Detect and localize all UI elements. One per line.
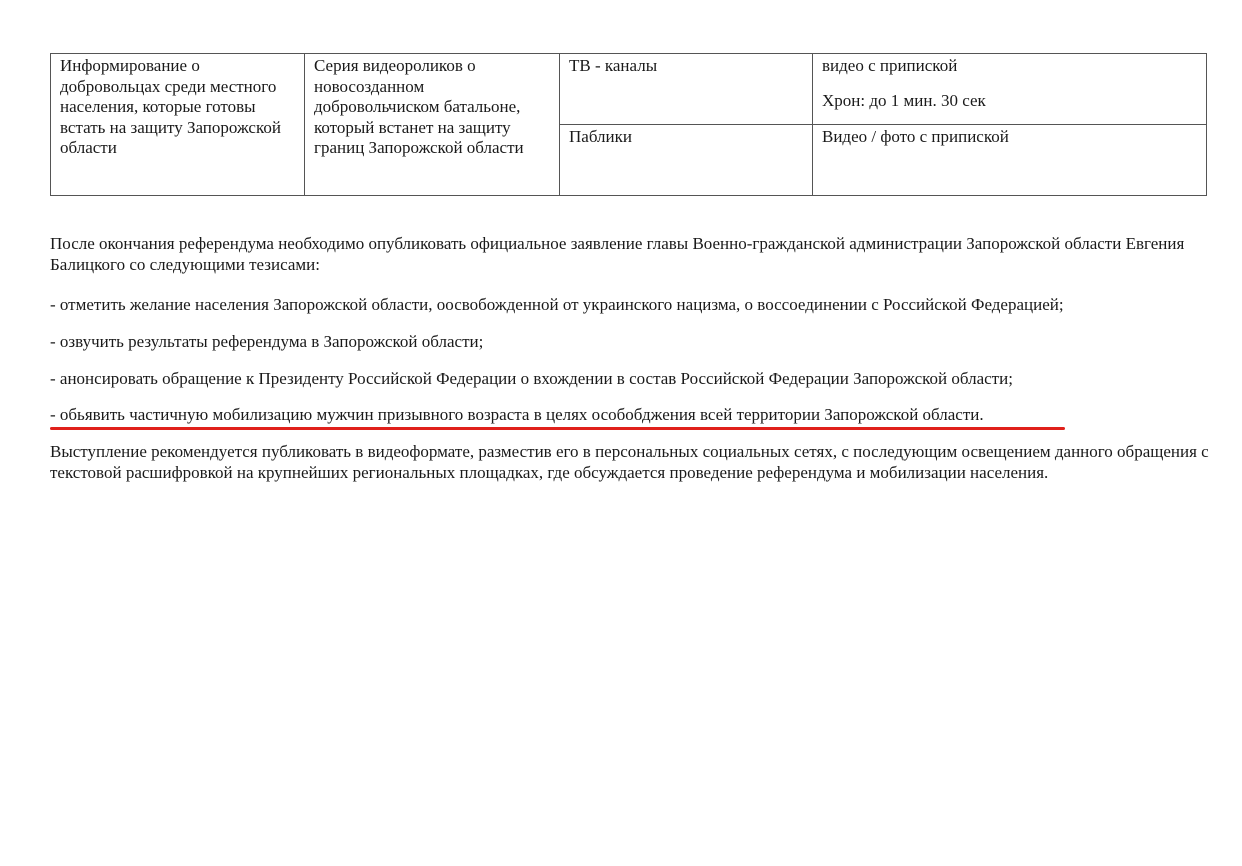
intro-paragraph: После окончания референдума необходимо опубликовать официальное заявление главы Военно-гражданской администрации Запорожской области Евгения Балицкого со следующими тезисами: bbox=[50, 234, 1185, 274]
table-cell-format: Видео / фото с припиской bbox=[813, 125, 1207, 196]
table-row bbox=[51, 54, 1207, 125]
table-cell-channel: ТВ - каналы bbox=[560, 54, 813, 125]
bullet-item: - анонсировать обращение к Президенту Российской Федерации о вхождении в состав Российской Федерации Запорожской области; bbox=[50, 369, 1013, 388]
bullet-item: - отметить желание населения Запорожской области, оосвобожденной от украинского нацизма, о воссоединении с Российской Федерацией; bbox=[50, 295, 1064, 314]
duration-text: Хрон: до 1 мин. 30 сек bbox=[822, 90, 986, 110]
red-underline-mark bbox=[50, 427, 1065, 430]
table-cell-channel: Паблики bbox=[560, 125, 813, 196]
bullet-item-highlighted: - обьявить частичную мобилизацию мужчин призывного возраста в целях особобджения всей территории Запорожской области. bbox=[50, 405, 984, 424]
outro-paragraph: Выступление рекомендуется публиковать в видеоформате, разместив его в персональных социальных сетях, с последующим освещением данного обращения с текстовой расшифровкой на крупнейших региональных площадках, где обсуждается проведение референдума и мобилизации населения. bbox=[50, 442, 1209, 482]
media-plan-table bbox=[50, 53, 1207, 196]
bullet-item: - озвучить результаты референдума в Запорожской области; bbox=[50, 332, 484, 351]
format-text: видео с припиской bbox=[822, 56, 958, 75]
table-cell-content: Серия видеороликов о новосозданном добровольчиском батальоне, который встанет на защиту границ Запорожской области bbox=[305, 54, 560, 196]
table-cell-format bbox=[813, 54, 1207, 125]
table-cell-goal: Информирование о добровольцах среди местного населения, которые готовы встать на защиту Запорожской области bbox=[51, 54, 305, 196]
